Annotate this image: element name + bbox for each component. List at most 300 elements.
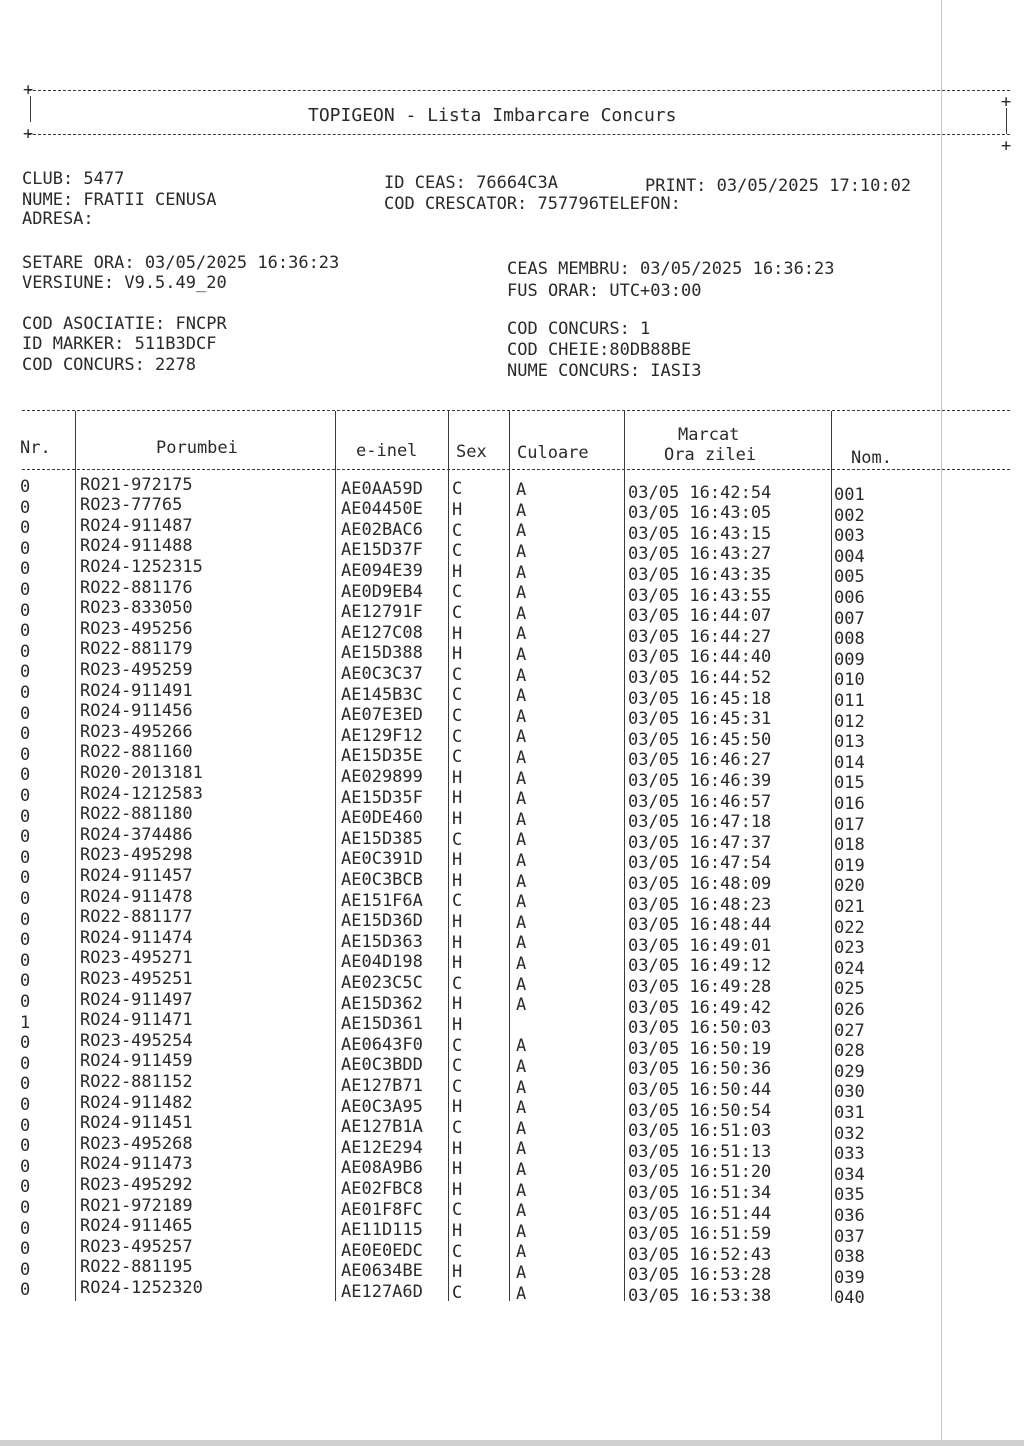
breeder-code: COD CRESCATOR: 757796TELEFON:: [384, 194, 681, 214]
cell-nom: 021: [834, 897, 865, 917]
cell-nr: 0: [20, 1074, 31, 1095]
cell-porumbei: RO23-77765: [80, 495, 183, 516]
cell-nom: 038: [834, 1247, 865, 1268]
cell-sex: H: [452, 767, 463, 788]
cell-ora-zilei: 03/05 16:51:59: [628, 1224, 772, 1245]
cell-e-inel: AE15D35E: [341, 746, 423, 767]
cell-nom: 037: [834, 1226, 865, 1247]
cell-nom: 039: [834, 1267, 865, 1288]
time-zone: FUS ORAR: UTC+03:00: [507, 281, 702, 301]
cell-nr: 0: [20, 518, 31, 539]
clock-id: ID CEAS: 76664C3A: [384, 173, 558, 193]
cell-e-inel: AE0C3A95: [341, 1096, 423, 1117]
cell-culoare: A: [516, 830, 527, 851]
cell-porumbei: RO21-972175: [80, 474, 193, 495]
cell-ora-zilei: 03/05 16:51:34: [628, 1183, 772, 1203]
cell-e-inel: AE129F12: [341, 725, 423, 746]
cell-e-inel: AE15D35F: [341, 787, 423, 808]
cell-nom: 023: [834, 938, 865, 959]
cell-e-inel: AE127A6D: [341, 1282, 423, 1302]
cell-culoare: A: [516, 1242, 527, 1263]
cell-sex: C: [452, 1035, 463, 1056]
table-header-bottom-border: [22, 469, 1010, 470]
member-clock-time: CEAS MEMBRU: 03/05/2025 16:36:23: [507, 259, 835, 279]
cell-porumbei: RO23-495271: [80, 948, 193, 969]
cell-porumbei: RO22-881160: [80, 742, 193, 763]
cell-culoare: A: [516, 624, 527, 645]
cell-ora-zilei: 03/05 16:50:54: [628, 1100, 772, 1121]
cell-sex: H: [452, 561, 463, 582]
cell-porumbei: RO24-911465: [80, 1216, 193, 1237]
cell-porumbei: RO24-911471: [80, 1010, 193, 1031]
cell-ora-zilei: 03/05 16:47:37: [628, 832, 772, 853]
cell-sex: H: [452, 1262, 463, 1283]
cell-nom: 018: [834, 835, 865, 856]
cell-ora-zilei: 03/05 16:45:31: [628, 709, 772, 730]
cell-nr: 0: [20, 724, 31, 745]
club-number: CLUB: 5477: [22, 169, 125, 189]
cell-culoare: A: [516, 645, 527, 665]
cell-e-inel: AE0634BE: [341, 1261, 423, 1282]
cell-nr: 0: [20, 600, 31, 621]
cell-nr: 0: [20, 1095, 31, 1115]
cell-ora-zilei: 03/05 16:47:54: [628, 853, 772, 874]
cell-nr: 0: [20, 1136, 31, 1157]
col-header-nr: Nr.: [20, 438, 51, 458]
cell-nom: 027: [834, 1020, 865, 1041]
cell-ora-zilei: 03/05 16:50:44: [628, 1080, 772, 1100]
cell-sex: H: [452, 953, 463, 974]
col-header-sex: Sex: [456, 442, 487, 462]
cell-porumbei: RO23-495254: [80, 1030, 193, 1051]
cell-nr: 0: [20, 1053, 31, 1074]
key-code: COD CHEIE:80DB88BE: [507, 340, 692, 360]
cell-porumbei: RO24-911474: [80, 927, 193, 948]
cell-nom: 024: [834, 958, 865, 979]
cell-ora-zilei: 03/05 16:44:40: [628, 647, 772, 668]
cell-sex: C: [452, 1200, 463, 1221]
cell-porumbei: RO22-881180: [80, 804, 193, 825]
cell-sex: C: [452, 479, 463, 500]
cell-culoare: A: [516, 1118, 527, 1139]
cell-sex: H: [452, 500, 463, 520]
column-separator: [509, 411, 510, 1301]
cell-culoare: A: [516, 1098, 527, 1119]
cell-nom: 006: [834, 588, 865, 608]
cell-nr: 0: [20, 497, 31, 518]
cell-ora-zilei: 03/05 16:48:44: [628, 915, 772, 936]
cell-culoare: A: [516, 748, 527, 768]
cell-e-inel: AE0C391D: [341, 849, 423, 870]
col-header-porumbei: Porumbei: [156, 438, 238, 458]
cell-nom: 015: [834, 773, 865, 794]
cell-culoare: A: [516, 809, 527, 830]
cell-sex: H: [452, 788, 463, 809]
cell-porumbei: RO24-911491: [80, 680, 193, 701]
cell-culoare: A: [516, 871, 527, 892]
clock-set-time: SETARE ORA: 03/05/2025 16:36:23: [22, 253, 340, 273]
cell-nom: 028: [834, 1041, 865, 1062]
cell-ora-zilei: 03/05 16:51:13: [628, 1141, 772, 1162]
software-version: VERSIUNE: V9.5.49_20: [22, 273, 227, 293]
cell-porumbei: RO23-495251: [80, 969, 193, 989]
cell-ora-zilei: 03/05 16:50:36: [628, 1059, 772, 1080]
cell-e-inel: AE151F6A: [341, 890, 423, 911]
cell-ora-zilei: 03/05 16:49:28: [628, 977, 772, 997]
cell-culoare: A: [516, 1201, 527, 1222]
cell-nom: 001: [834, 485, 865, 505]
cell-culoare: A: [516, 1283, 527, 1304]
cell-nr: 0: [20, 930, 31, 951]
cell-sex: C: [452, 520, 463, 541]
cell-porumbei: RO22-881152: [80, 1072, 193, 1092]
title-box-left-border: [30, 96, 31, 122]
cell-culoare: A: [516, 851, 527, 871]
association-code: COD ASOCIATIE: FNCPR: [22, 314, 227, 334]
cell-e-inel: AE12791F: [341, 602, 423, 623]
cell-nom: 002: [834, 505, 865, 526]
cell-ora-zilei: 03/05 16:45:18: [628, 688, 772, 709]
cell-nom: 031: [834, 1103, 865, 1123]
cell-sex: C: [452, 1118, 463, 1138]
cell-e-inel: AE15D361: [341, 1014, 423, 1035]
cell-culoare: A: [516, 974, 527, 995]
title-box-bottom-border: [28, 134, 1010, 135]
cell-e-inel: AE0C3C37: [341, 664, 423, 684]
cell-e-inel: AE15D363: [341, 931, 423, 952]
race-code-right: COD CONCURS: 1: [507, 319, 651, 339]
title-box-corner: +: [23, 124, 34, 144]
cell-e-inel: AE08A9B6: [341, 1158, 423, 1179]
cell-nr: 0: [20, 827, 31, 848]
cell-e-inel: AE15D37F: [341, 540, 423, 561]
page-bottom-edge: [0, 1440, 1024, 1446]
cell-nr: 0: [20, 744, 31, 765]
cell-culoare: A: [516, 1139, 527, 1160]
cell-e-inel: AE0643F0: [341, 1034, 423, 1055]
cell-culoare: A: [516, 500, 527, 521]
cell-nom: 030: [834, 1082, 865, 1103]
cell-porumbei: RO24-1252320: [80, 1278, 203, 1298]
title-box-top-border: [28, 90, 1010, 91]
cell-e-inel: AE15D388: [341, 643, 423, 664]
page-edge-line: [941, 0, 942, 1446]
cell-ora-zilei: 03/05 16:44:07: [628, 606, 772, 627]
cell-culoare: A: [516, 1036, 527, 1057]
cell-sex: C: [452, 747, 463, 768]
cell-porumbei: RO24-911478: [80, 886, 193, 907]
cell-ora-zilei: 03/05 16:50:19: [628, 1038, 772, 1059]
cell-porumbei: RO22-881179: [80, 639, 193, 660]
cell-e-inel: AE0C3BDD: [341, 1055, 423, 1076]
cell-nom: 020: [834, 876, 865, 897]
cell-sex: H: [452, 994, 463, 1015]
column-separator: [75, 411, 76, 1301]
cell-porumbei: RO21-972189: [80, 1195, 193, 1216]
marker-id: ID MARKER: 511B3DCF: [22, 334, 217, 354]
title-box-right-border: [1006, 108, 1007, 134]
address: ADRESA:: [22, 209, 94, 229]
cell-e-inel: AE04D198: [341, 952, 423, 973]
cell-culoare: A: [516, 933, 527, 954]
table-header-top-border: [22, 410, 1010, 411]
cell-e-inel: AE023C5C: [341, 973, 423, 993]
cell-ora-zilei: 03/05 16:43:27: [628, 544, 772, 565]
cell-porumbei: RO24-911456: [80, 701, 193, 722]
cell-nr: 0: [20, 786, 31, 806]
cell-culoare: A: [516, 1077, 527, 1098]
cell-ora-zilei: 03/05 16:53:38: [628, 1286, 772, 1306]
cell-porumbei: RO24-911487: [80, 515, 193, 536]
breeder-name: NUME: FRATII CENUSA: [22, 190, 217, 210]
cell-culoare: A: [516, 686, 527, 707]
cell-ora-zilei: 03/05 16:53:28: [628, 1265, 772, 1286]
cell-porumbei: RO24-911488: [80, 536, 193, 557]
cell-nr: 0: [20, 703, 31, 724]
cell-nr: 0: [20, 1115, 31, 1136]
cell-nr: 0: [20, 580, 31, 600]
cell-ora-zilei: 03/05 16:43:35: [628, 565, 772, 585]
cell-ora-zilei: 03/05 16:49:12: [628, 956, 772, 977]
cell-nr: 0: [20, 1198, 31, 1218]
cell-nom: 040: [834, 1288, 865, 1309]
cell-porumbei: RO24-1212583: [80, 783, 203, 804]
cell-nr: 0: [20, 971, 31, 992]
col-header-e-inel: e-inel: [356, 441, 418, 461]
cell-nr: 0: [20, 1259, 31, 1280]
print-timestamp: PRINT: 03/05/2025 17:10:02: [645, 176, 912, 196]
cell-porumbei: RO23-495256: [80, 618, 193, 639]
cell-porumbei: RO24-911482: [80, 1092, 193, 1113]
cell-sex: H: [452, 870, 463, 891]
cell-culoare: A: [516, 995, 527, 1016]
cell-nr: 0: [20, 1218, 31, 1239]
cell-nom: 026: [834, 1000, 865, 1020]
cell-culoare: A: [516, 892, 527, 913]
cell-nom: 035: [834, 1185, 865, 1206]
cell-sex: C: [452, 541, 463, 562]
cell-porumbei: RO24-911457: [80, 866, 193, 886]
cell-nr: 0: [20, 765, 31, 786]
cell-nr: 0: [20, 868, 31, 889]
cell-sex: C: [452, 726, 463, 747]
cell-e-inel: AE04450E: [341, 499, 423, 520]
cell-e-inel: AE127B71: [341, 1076, 423, 1096]
cell-porumbei: RO23-833050: [80, 598, 193, 619]
cell-nom: 004: [834, 546, 865, 567]
cell-porumbei: RO23-495266: [80, 721, 193, 742]
cell-nr: 0: [20, 641, 31, 662]
cell-porumbei: RO23-495257: [80, 1236, 193, 1257]
cell-ora-zilei: 03/05 16:43:05: [628, 503, 772, 524]
cell-culoare: A: [516, 768, 527, 789]
cell-sex: H: [452, 1159, 463, 1180]
cell-nr: 0: [20, 992, 31, 1012]
cell-nr: 0: [20, 950, 31, 971]
cell-e-inel: AE0E0EDC: [341, 1240, 423, 1261]
cell-ora-zilei: 03/05 16:52:43: [628, 1244, 772, 1265]
cell-nom: 017: [834, 814, 865, 835]
page-title: TOPIGEON - Lista Imbarcare Concurs: [308, 105, 677, 126]
col-header-culoare: Culoare: [517, 443, 589, 463]
cell-sex: H: [452, 912, 463, 932]
cell-ora-zilei: 03/05 16:44:27: [628, 626, 772, 647]
cell-nom: 033: [834, 1144, 865, 1165]
cell-ora-zilei: 03/05 16:43:55: [628, 585, 772, 606]
cell-culoare: A: [516, 1057, 527, 1077]
cell-nom: 013: [834, 732, 865, 753]
cell-nom: 019: [834, 855, 865, 876]
cell-sex: C: [452, 664, 463, 685]
cell-e-inel: AE07E3ED: [341, 705, 423, 726]
cell-nr: 0: [20, 538, 31, 559]
cell-nom: 010: [834, 670, 865, 691]
cell-porumbei: RO23-495298: [80, 845, 193, 866]
cell-ora-zilei: 03/05 16:45:50: [628, 729, 772, 750]
cell-e-inel: AE02BAC6: [341, 519, 423, 540]
cell-e-inel: AE11D115: [341, 1220, 423, 1241]
cell-ora-zilei: 03/05 16:46:57: [628, 791, 772, 812]
cell-ora-zilei: 03/05 16:48:09: [628, 874, 772, 894]
cell-culoare: A: [516, 480, 527, 501]
cell-nom: 003: [834, 526, 865, 547]
cell-ora-zilei: 03/05 16:43:15: [628, 523, 772, 544]
cell-culoare: A: [516, 665, 527, 686]
cell-ora-zilei: 03/05 16:46:39: [628, 771, 772, 791]
cell-ora-zilei: 03/05 16:51:03: [628, 1121, 772, 1142]
cell-nr: 0: [20, 847, 31, 868]
cell-nr: 0: [20, 1280, 31, 1301]
cell-porumbei: RO24-911459: [80, 1051, 193, 1072]
cell-sex: C: [452, 829, 463, 850]
cell-nom: 011: [834, 691, 865, 711]
cell-nr: 0: [20, 909, 31, 930]
cell-culoare: A: [516, 521, 527, 542]
cell-culoare: A: [516, 912, 527, 933]
cell-porumbei: RO22-881176: [80, 577, 193, 598]
cell-e-inel: AE127C08: [341, 622, 423, 643]
cell-porumbei: RO23-495259: [80, 660, 193, 680]
cell-sex: C: [452, 1056, 463, 1077]
cell-nr: 0: [20, 621, 31, 642]
cell-e-inel: AE0AA59D: [341, 478, 423, 499]
cell-nr: 0: [20, 1177, 31, 1198]
cell-culoare: A: [516, 542, 527, 562]
cell-porumbei: RO24-1252315: [80, 557, 203, 577]
cell-sex: C: [452, 685, 463, 706]
race-name: NUME CONCURS: IASI3: [507, 361, 702, 381]
cell-sex: H: [452, 644, 463, 665]
cell-e-inel: AE094E39: [341, 561, 423, 581]
cell-porumbei: RO22-881177: [80, 907, 193, 928]
cell-porumbei: RO24-374486: [80, 824, 193, 845]
cell-nr: 0: [20, 1239, 31, 1260]
cell-nom: 009: [834, 649, 865, 670]
cell-nr: 0: [20, 683, 31, 703]
cell-sex: H: [452, 850, 463, 871]
cell-e-inel: AE029899: [341, 767, 423, 787]
cell-e-inel: AE15D385: [341, 828, 423, 849]
cell-culoare: A: [516, 727, 527, 748]
cell-ora-zilei: 03/05 16:47:18: [628, 812, 772, 833]
cell-porumbei: RO20-2013181: [80, 763, 203, 783]
cell-porumbei: RO24-911473: [80, 1154, 193, 1175]
cell-ora-zilei: 03/05 16:50:03: [628, 1018, 772, 1039]
cell-nr: 0: [20, 889, 31, 909]
cell-nom: 029: [834, 1061, 865, 1082]
cell-ora-zilei: 03/05 16:44:52: [628, 668, 772, 688]
cell-culoare: A: [516, 954, 527, 974]
cell-porumbei: RO23-495268: [80, 1133, 193, 1154]
column-separator: [624, 411, 625, 1301]
cell-e-inel: AE127B1A: [341, 1117, 423, 1138]
cell-e-inel: AE0D9EB4: [341, 581, 423, 602]
cell-sex: C: [452, 706, 463, 726]
cell-nr: 1: [20, 1012, 31, 1033]
col-header-nom: Nom.: [851, 448, 892, 468]
cell-sex: H: [452, 932, 463, 953]
cell-sex: C: [452, 1282, 463, 1303]
cell-sex: H: [452, 623, 463, 644]
race-code-left: COD CONCURS: 2278: [22, 355, 196, 375]
column-separator: [335, 411, 336, 1301]
cell-nom: 022: [834, 917, 865, 938]
cell-porumbei: RO24-911451: [80, 1113, 193, 1134]
cell-nr: 0: [20, 1156, 31, 1177]
cell-ora-zilei: 03/05 16:51:20: [628, 1162, 772, 1183]
cell-e-inel: AE0DE460: [341, 808, 423, 829]
cell-sex: C: [452, 973, 463, 994]
cell-sex: H: [452, 1179, 463, 1200]
cell-ora-zilei: 03/05 16:51:44: [628, 1203, 772, 1224]
cell-sex: H: [452, 1138, 463, 1159]
cell-e-inel: AE15D36D: [341, 911, 423, 932]
cell-e-inel: AE12E294: [341, 1137, 423, 1158]
cell-sex: H: [452, 1221, 463, 1241]
cell-culoare: A: [516, 583, 527, 604]
col-header-marcat: Marcat: [678, 425, 740, 445]
cell-e-inel: AE15D362: [341, 993, 423, 1014]
cell-nr: 0: [20, 806, 31, 827]
column-separator: [831, 411, 832, 1301]
cell-sex: C: [452, 582, 463, 603]
cell-e-inel: AE145B3C: [341, 684, 423, 705]
cell-e-inel: AE0C3BCB: [341, 870, 423, 890]
cell-culoare: A: [516, 1263, 527, 1283]
cell-nom: 034: [834, 1164, 865, 1185]
cell-nom: 005: [834, 567, 865, 588]
col-header-ora-zilei: Ora zilei: [664, 445, 757, 465]
cell-porumbei: RO23-495292: [80, 1175, 193, 1195]
cell-sex: C: [452, 603, 463, 623]
cell-nr: 0: [20, 477, 31, 497]
cell-nom: 036: [834, 1206, 865, 1226]
cell-ora-zilei: 03/05 16:46:27: [628, 750, 772, 771]
cell-e-inel: AE01F8FC: [341, 1199, 423, 1220]
cell-culoare: A: [516, 562, 527, 583]
cell-sex: H: [452, 1097, 463, 1118]
title-box-corner: +: [1001, 136, 1012, 156]
cell-nom: 007: [834, 608, 865, 629]
cell-nr: 0: [20, 662, 31, 683]
cell-culoare: A: [516, 706, 527, 727]
cell-porumbei: RO22-881195: [80, 1257, 193, 1278]
cell-culoare: A: [516, 1180, 527, 1201]
column-separator: [448, 411, 449, 1301]
cell-ora-zilei: 03/05 16:49:01: [628, 935, 772, 956]
cell-nr: 0: [20, 1033, 31, 1054]
cell-nom: 032: [834, 1123, 865, 1144]
